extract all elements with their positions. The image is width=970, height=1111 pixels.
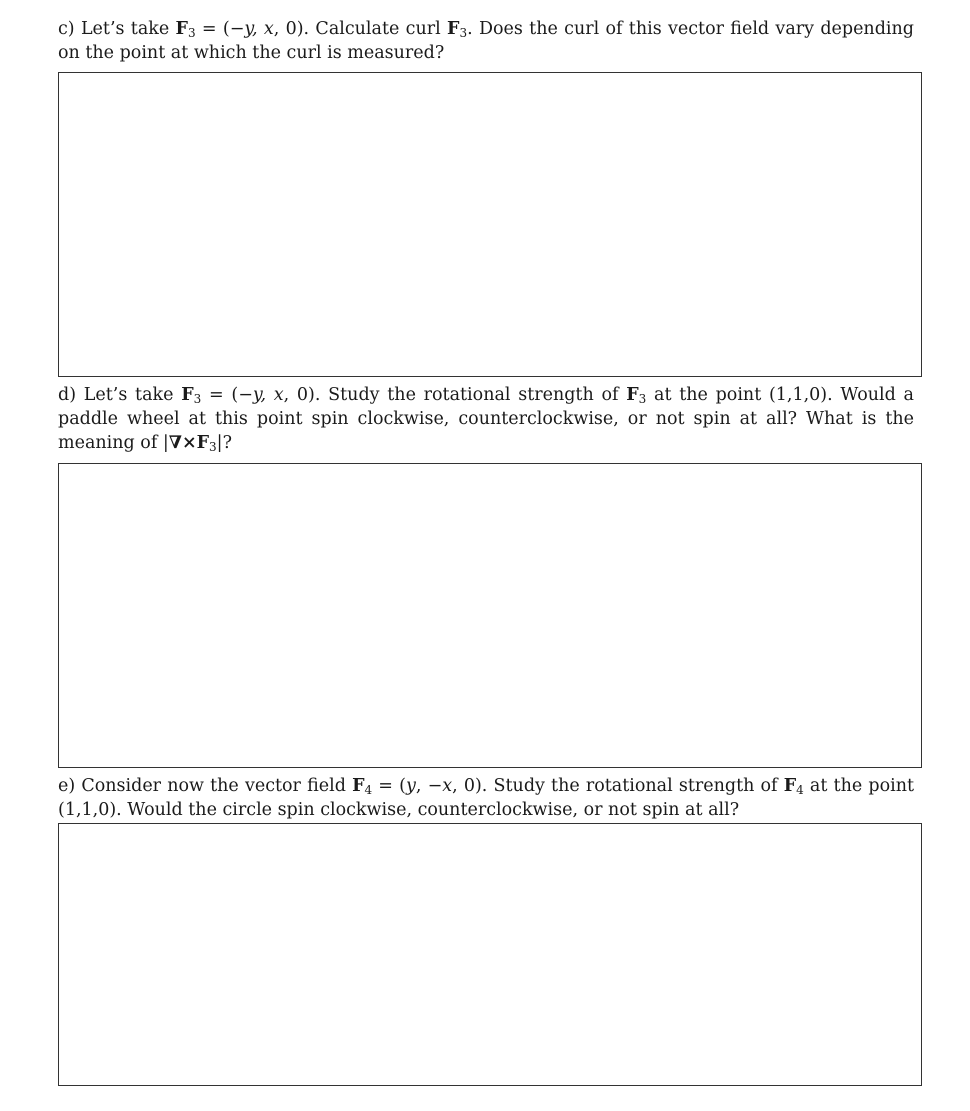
answer-box-e[interactable] bbox=[58, 823, 922, 1086]
question-e-text: e) Consider now the vector field $F_4 = (y$, −x, 0). Study the rotational strength of $F_4$ at the point (1,1,0). Would the circle spin clockwise, counterclockwise, or not spin at all? bbox=[58, 776, 915, 820]
question-c-text: c) Let’s take $F_3 = (-y$, x, 0). Calculate curl $F_3$. Does the curl of this vector field vary depending on the point at which the curl is measured? bbox=[58, 19, 914, 63]
answer-box-c[interactable] bbox=[58, 72, 922, 377]
question-d-text: d) Let’s take $F_3 = (-y$, x, 0). Study the rotational strength of $F_3$ at the point (1,1,0). Would a paddle wheel at this point spin clockwise, counterclockwise, or not spin at all? What is the meaning of $|\nabla\times F_3|$? bbox=[58, 385, 914, 454]
answer-box-d[interactable] bbox=[58, 463, 922, 768]
